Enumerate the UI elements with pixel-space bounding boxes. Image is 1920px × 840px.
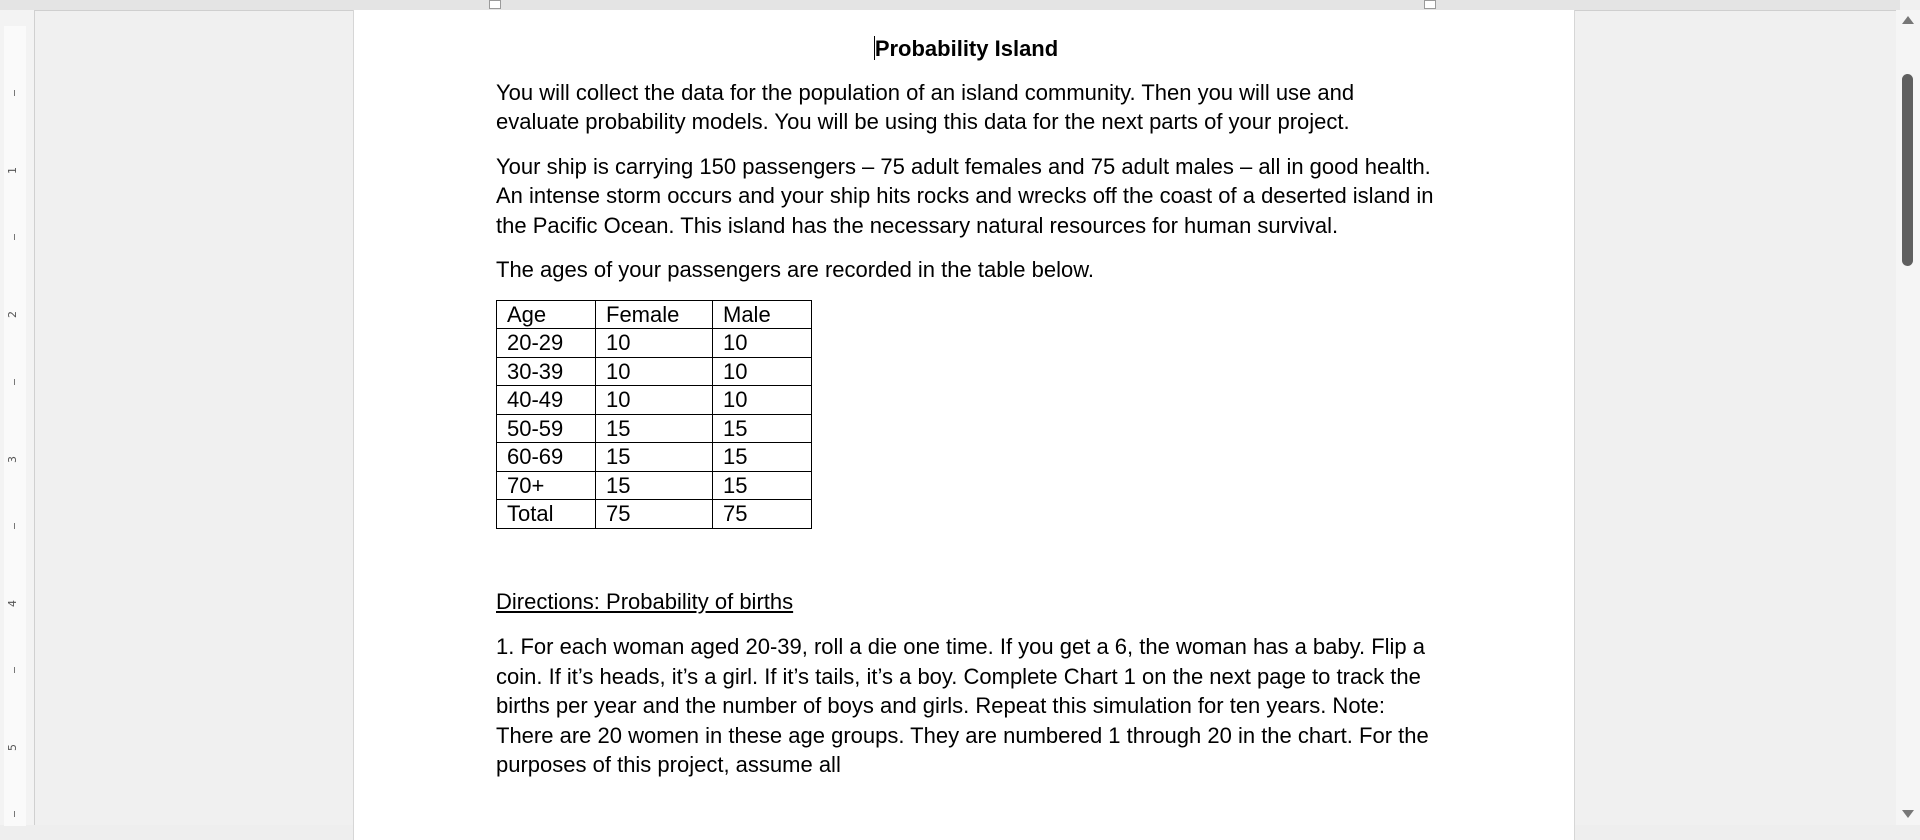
table-row <box>497 500 812 529</box>
table-header-row <box>497 300 812 329</box>
table-header-cell[interactable]: Female <box>596 300 713 329</box>
intro-paragraph[interactable]: You will collect the data for the population of an island community. Then you will use and evaluate probability models. You will be using this data for the next parts of your project. <box>496 79 1355 134</box>
table-cell[interactable]: 10 <box>596 386 713 415</box>
table-row <box>497 471 812 500</box>
left-indent-marker[interactable] <box>489 0 501 9</box>
table-row <box>497 386 812 415</box>
table-cell[interactable]: 10 <box>713 329 812 358</box>
table-cell[interactable]: 40-49 <box>497 386 596 415</box>
table-row <box>497 329 812 358</box>
ruler-tick <box>14 234 15 240</box>
directions-heading[interactable]: Directions: Probability of births <box>496 588 794 614</box>
table-cell[interactable]: 15 <box>596 471 713 500</box>
page-content[interactable] <box>496 24 1436 795</box>
table-row <box>497 443 812 472</box>
table-cell[interactable]: 30-39 <box>497 357 596 386</box>
right-indent-marker[interactable] <box>1424 0 1436 9</box>
table-cell[interactable]: 70+ <box>497 471 596 500</box>
table-cell[interactable]: 60-69 <box>497 443 596 472</box>
table-row <box>497 414 812 443</box>
document-title[interactable] <box>496 34 1436 64</box>
table-cell[interactable]: 50-59 <box>497 414 596 443</box>
table-cell[interactable]: 15 <box>713 471 812 500</box>
scroll-down-icon[interactable] <box>1902 810 1914 818</box>
table-cell[interactable]: 15 <box>713 443 812 472</box>
document-page[interactable] <box>353 10 1575 840</box>
ruler-label-3: 3 <box>6 456 19 463</box>
table-cell[interactable]: 20-29 <box>497 329 596 358</box>
table-header-cell[interactable]: Age <box>497 300 596 329</box>
table-row <box>497 357 812 386</box>
ruler-label-1: 1 <box>6 167 19 174</box>
title-text: Probability Island <box>874 36 1059 61</box>
table-cell[interactable]: Total <box>497 500 596 529</box>
table-cell[interactable]: 75 <box>713 500 812 529</box>
scroll-up-icon[interactable] <box>1902 16 1914 24</box>
ruler-label-5: 5 <box>6 744 19 751</box>
ruler-tick <box>14 667 15 673</box>
table-cell[interactable]: 10 <box>713 357 812 386</box>
table-cell[interactable]: 10 <box>596 357 713 386</box>
vertical-ruler-track <box>4 26 26 826</box>
directions-paragraph[interactable]: 1. For each woman aged 20-39, roll a die one time. If you get a 6, the woman has a baby. Flip a coin. If it’s heads, it’s a girl. If it’s tails, it’s a boy. Complete Chart 1 on the next page to track the births per year and the number of boys and girls. Repeat this simulation for ten years. Note: There are 20 women in these age groups. They are numbered 1 through 20 in the chart. For the purposes of this project, assume all <box>496 634 1429 777</box>
vertical-scrollbar[interactable] <box>1896 10 1920 825</box>
table-header-cell[interactable]: Male <box>713 300 812 329</box>
ruler-tick <box>14 811 15 817</box>
ruler-tick <box>14 90 15 96</box>
age-table[interactable] <box>496 300 812 529</box>
vertical-ruler[interactable] <box>0 10 35 825</box>
table-cell[interactable]: 10 <box>713 386 812 415</box>
ruler-tick <box>14 523 15 529</box>
table-cell[interactable]: 15 <box>596 414 713 443</box>
table-cell[interactable]: 15 <box>713 414 812 443</box>
ruler-label-2: 2 <box>6 311 19 318</box>
ruler-tick <box>14 379 15 385</box>
table-cell[interactable]: 10 <box>596 329 713 358</box>
ship-paragraph[interactable]: Your ship is carrying 150 passengers – 75 adult females and 75 adult males – all in good health. An intense storm occurs and your ship hits rocks and wrecks off the coast of a deserted island in the Pacific Ocean. This island has the necessary natural resources for human survival. <box>496 153 1434 238</box>
table-intro-paragraph[interactable]: The ages of your passengers are recorded in the table below. <box>496 257 1095 282</box>
scrollbar-thumb[interactable] <box>1902 74 1913 266</box>
table-cell[interactable]: 75 <box>596 500 713 529</box>
table-cell[interactable]: 15 <box>596 443 713 472</box>
ruler-label-4: 4 <box>6 600 19 607</box>
